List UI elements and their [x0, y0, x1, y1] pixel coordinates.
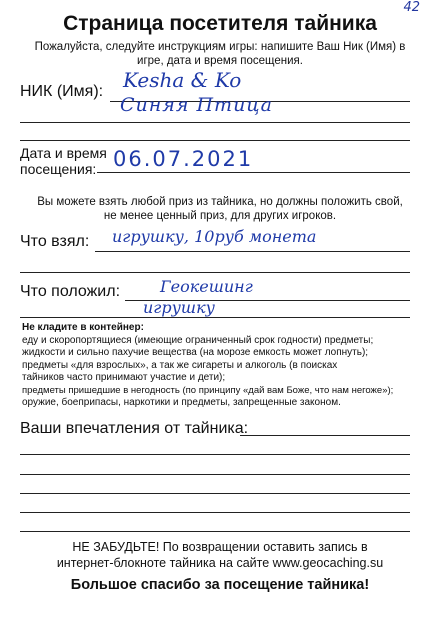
took-line-1 [95, 251, 410, 252]
date-line [97, 172, 410, 173]
impressions-line-2 [20, 454, 410, 455]
thanks-text: Большое спасибо за посещение тайника! [70, 577, 370, 593]
impressions-line-5 [20, 512, 410, 513]
rules-block [22, 322, 426, 410]
nick-label: НИК (Имя): [20, 83, 104, 100]
impressions-line-3 [20, 474, 410, 475]
impressions-line-6 [20, 531, 410, 532]
rules-line: предметы пришедшие в негодность (по принципу «дай вам Боже, что нам негоже»); [22, 384, 394, 396]
impressions-line-1 [240, 435, 410, 436]
impressions-line-4 [20, 493, 410, 494]
took-label: Что взял: [20, 233, 90, 250]
nick-line-2 [20, 122, 410, 123]
info-text: Вы можете взять любой приз из тайника, но должны положить свой, не менее ценный приз, для других игроков. [37, 196, 403, 222]
date-label-1: Дата и время [20, 145, 107, 161]
left-value-2: игрушку [143, 298, 215, 317]
footer-reminder-line-1: НЕ ЗАБУДЬТЕ! По возвращении оставить запись в [72, 540, 368, 554]
rules-line: жидкости и сильно пахучие вещества (на морозе емкость может лопнуть); [22, 347, 369, 358]
rules-line: предметы «для взрослых», а так же сигареты и алкоголь (в поисках [22, 359, 338, 371]
footer-reminder-line-2: интернет-блокноте тайника на сайте www.geocaching.su [56, 555, 384, 570]
left-label: Что положил: [20, 283, 121, 300]
took-value: игрушку, 10руб монета [112, 227, 317, 246]
took-line-2 [20, 272, 410, 273]
nick-line-3 [20, 140, 410, 141]
rules-line: тайников часто принимают участие и дети); [22, 372, 226, 383]
left-value-1: Геокешинг [160, 277, 253, 296]
rules-header: Не кладите в контейнер: [22, 322, 144, 333]
corner-handwritten-number: 42 [403, 0, 420, 15]
impressions-label: Ваши впечатления от тайника: [20, 420, 249, 437]
nick-value-2: Синяя Птица [120, 94, 273, 116]
footer-reminder [20, 540, 420, 571]
instructions-text: Пожалуйста, следуйте инструкциям игры: напишите Ваш Ник (Имя) в игре, дата и время посещения. [34, 41, 406, 67]
rules-line: еду и скоропортящиеся (имеющие ограниченный срок годности) предметы; [22, 334, 374, 346]
left-line-2 [20, 317, 410, 318]
date-label-2: посещения: [20, 161, 97, 177]
date-value: 06.07.2021 [113, 147, 254, 171]
rules-line: оружие, боеприпасы, наркотики и предметы, запрещенные законом. [22, 397, 341, 408]
page-title: Страница посетителя тайника [63, 12, 377, 35]
nick-value-1: Kesha & Ko [123, 68, 242, 92]
